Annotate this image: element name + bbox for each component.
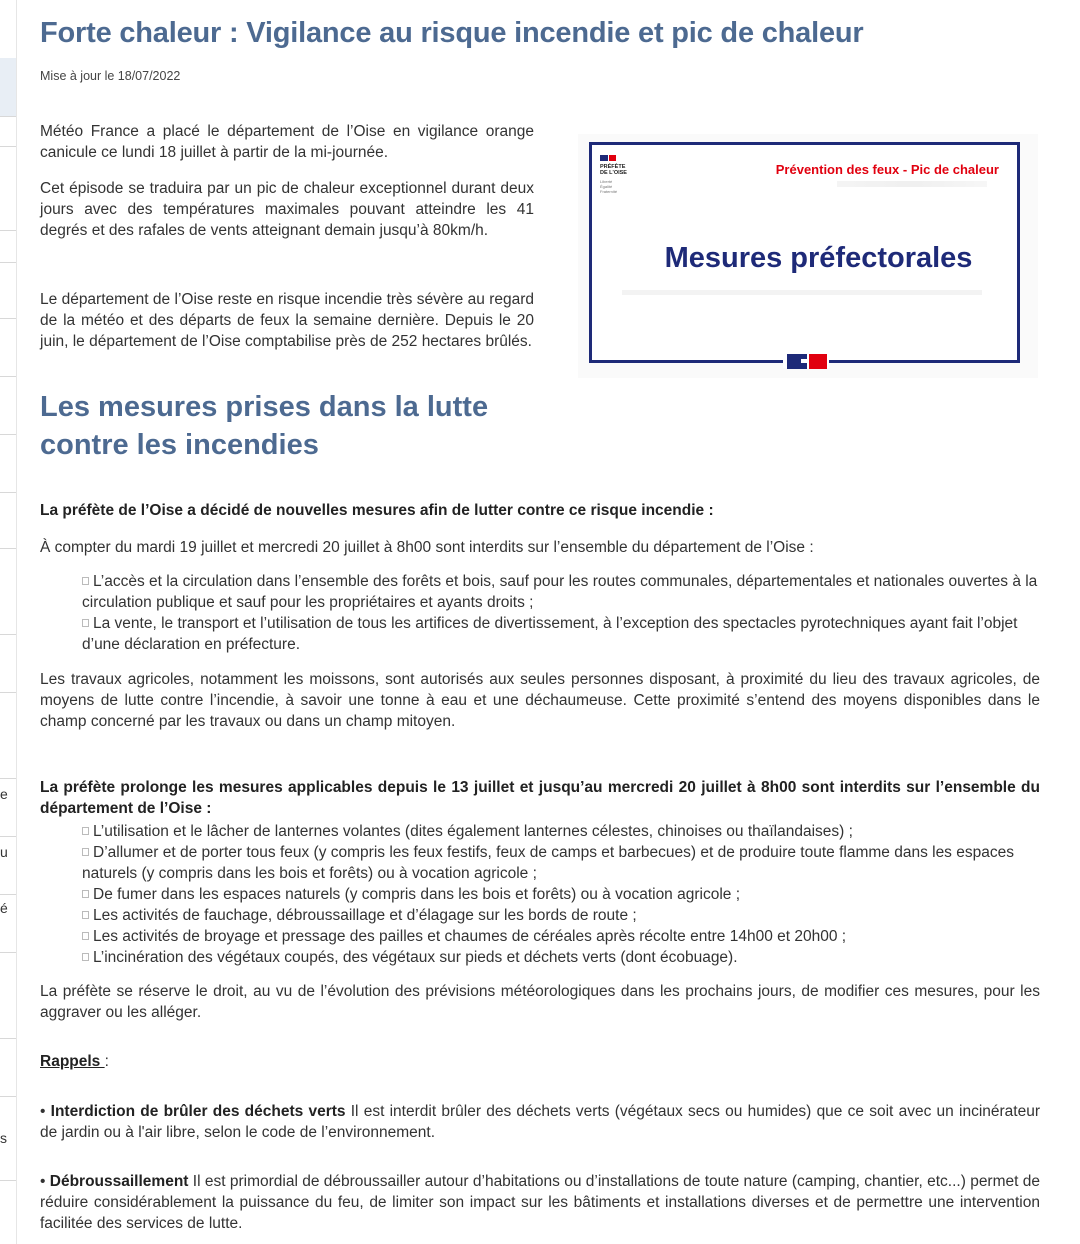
sidebar-divider — [0, 894, 16, 895]
rappel-title: Débroussaillement — [49, 1173, 189, 1190]
sidebar-item-letter[interactable]: u — [0, 844, 8, 860]
rappel-text: Il est interdit brûler des déchets verts (végétaux secs ou humides) que ce soit avec un incinérateur de jardin ou à l'air libre, selon le code de l’environnement. — [40, 1103, 1040, 1141]
ban-item — [82, 571, 1040, 613]
sidebar-divider — [0, 318, 16, 319]
intro-paragraph-1: Météo France a placé le département de l’Oise en vigilance orange canicule ce lundi 18 juillet à partir de la mi-journée. — [40, 123, 534, 161]
sidebar-divider — [0, 262, 16, 263]
sidebar-divider — [0, 634, 16, 635]
bullet-box-icon — [82, 932, 89, 940]
list-item — [82, 926, 1040, 947]
sidebar-divider — [0, 836, 16, 837]
sidebar-divider — [0, 1180, 16, 1181]
sidebar-divider — [0, 376, 16, 377]
update-date: Mise à jour le 18/07/2022 — [40, 69, 181, 83]
sidebar-divider — [0, 952, 16, 953]
list-item — [82, 821, 1040, 842]
bullet-box-icon — [82, 890, 89, 898]
banner-texture — [837, 181, 987, 187]
agriculture-paragraph: Les travaux agricoles, notamment les moissons, sont autorisés aux seules personnes disposant, à proximité du lieu des travaux agricoles, de moyens de lutte contre l’incendie, à savoir une tonne à eau et une déchaumeuse. Cette proximité s’entend des moyens disponibles dans le champ concerné par les travaux ou dans un champ mitoyen. — [40, 671, 1040, 730]
sidebar-divider — [0, 1096, 16, 1097]
bullet-box-icon — [82, 953, 89, 961]
sidebar-item-letter[interactable]: s — [0, 1130, 7, 1146]
sidebar-divider — [0, 548, 16, 549]
list-item-text: L’incinération des végétaux coupés, des végétaux sur pieds et déchets verts (dont écobuage). — [93, 949, 738, 966]
bullet-box-icon — [82, 911, 89, 919]
bullet-box-icon — [82, 619, 89, 627]
sidebar-item-letter[interactable]: e — [0, 786, 8, 802]
rappels-heading — [40, 1051, 1040, 1072]
ban-item-text: L’accès et la circulation dans l’ensemble des forêts et bois, sauf pour les routes communales, départementales et nationales ouvertes à la circulation publique et sauf pour les propriétaires et ayants droits ; — [82, 573, 1038, 611]
banner-image — [578, 134, 1038, 378]
prolong-statement: La préfète prolonge les mesures applicables depuis le 13 juillet et jusqu’au mercredi 20 juillet à 8h00 sont interdits sur l’ensemble du département de l’Oise : — [40, 779, 1040, 817]
french-flag-icon — [783, 352, 829, 368]
decision-statement: La préfète de l’Oise a décidé de nouvelles mesures afin de lutter contre ce risque incendie : — [40, 502, 714, 519]
prefecture-logo — [600, 155, 640, 205]
intro-paragraph-3: Le département de l’Oise reste en risque incendie très sévère au regard de la météo et des départs de feux la semaine dernière. Depuis le 20 juin, le département de l’Oise comptabilise près de 252 hectares brûlés. — [40, 291, 534, 350]
sidebar-item-letter[interactable]: é — [0, 900, 8, 916]
list-item-text: Les activités de fauchage, débroussaillage et d’élagage sur les bords de route ; — [93, 907, 637, 924]
rappels-link[interactable]: Rappels — [40, 1053, 105, 1070]
from-date-statement: À compter du mardi 19 juillet et mercredi 20 juillet à 8h00 sont interdits sur l’ensemble du département de l’Oise : — [40, 539, 814, 556]
list-item — [82, 884, 1040, 905]
list-item — [82, 842, 1040, 884]
sidebar-divider — [0, 492, 16, 493]
marianne-flag-icon — [600, 155, 616, 161]
section-heading: Les mesures prises dans la lutte contre les incendies — [40, 391, 489, 461]
sidebar-divider — [0, 692, 16, 693]
sidebar-divider — [0, 1038, 16, 1039]
banner-frame — [589, 142, 1020, 363]
ban-item — [82, 613, 1040, 655]
rappel-title: Interdiction de brûler des déchets verts — [50, 1103, 346, 1120]
logo-text: PRÉFÈTE DE L'OISE — [600, 164, 627, 176]
intro-paragraph-2: Cet épisode se traduira par un pic de chaleur exceptionnel durant deux jours avec des températures maximales pouvant atteindre les 41 degrés et des rafales de vents atteignant demain jusqu’à 80km/h. — [40, 180, 534, 239]
banner-title: Mesures préfectorales — [664, 242, 973, 274]
banner-texture — [622, 290, 982, 295]
list-item-text: D’allumer et de porter tous feux (y compris les feux festifs, feux de camps et barbecues) et de produire toute flamme dans les espaces naturels (y compris dans les bois et forêts) ou à vocation agricole ; — [82, 844, 1014, 882]
banner-subtitle: Prévention des feux - Pic de chaleur — [775, 162, 999, 177]
bullet-box-icon — [82, 827, 89, 835]
sidebar-active-item[interactable] — [0, 58, 16, 116]
sidebar-divider — [0, 116, 16, 117]
list-item — [82, 905, 1040, 926]
ban-item-text: La vente, le transport et l’utilisation de tous les artifices de divertissement, à l’exception des spectacles pyrotechniques ayant fait l’objet d’une déclaration en préfecture. — [82, 615, 1018, 653]
sidebar-divider — [0, 230, 16, 231]
bullet-box-icon — [82, 577, 89, 585]
rappel-item-1: • Interdiction de brûler des déchets verts Il est interdit brûler des déchets verts (végétaux secs ou humides) que ce soit avec un incinérateur de jardin ou à l'air libre, selon le code de l’environnement. — [40, 1103, 1040, 1141]
list-item-text: De fumer dans les espaces naturels (y compris dans les bois et forêts) ou à vocation agricole ; — [93, 886, 741, 903]
list-item — [82, 947, 1040, 968]
logo-motto: Liberté Égalité Fraternité — [600, 179, 618, 194]
rappels-colon: : — [104, 1053, 109, 1070]
rappel-item-2: • Débroussaillement Il est primordial de débroussailler autour d’habitations ou d’installations de toute nature (camping, chantier, etc...) permet de réduire considérablement la puissance du feu, de limiter son impact sur les bâtiments et installations diverses et de permettre une intervention facilitée des services de lutte. — [40, 1173, 1040, 1232]
sidebar-divider — [0, 146, 16, 147]
sidebar-divider — [0, 778, 16, 779]
list-item-text: Les activités de broyage et pressage des pailles et chaumes de céréales après récolte entre 14h00 et 20h00 ; — [93, 928, 847, 945]
left-sidebar — [0, 0, 17, 1244]
bullet-box-icon — [82, 848, 89, 856]
sidebar-divider — [0, 434, 16, 435]
rappel-text: Il est primordial de débroussailler autour d’habitations ou d’installations de toute nature (camping, chantier, etc...) permet de réduire considérablement la puissance du feu, de limiter son impact sur les bâtiments et installations diverses et de permettre une intervention facilitée des services de lutte. — [40, 1173, 1040, 1232]
list-item-text: L’utilisation et le lâcher de lanternes volantes (dites également lanternes célestes, chinoises ou thaïlandaises) ; — [93, 823, 853, 840]
page-title: Forte chaleur : Vigilance au risque incendie et pic de chaleur — [40, 17, 864, 49]
reserve-paragraph: La préfète se réserve le droit, au vu de l’évolution des prévisions météorologiques dans les prochains jours, de modifier ces mesures, pour les aggraver ou les alléger. — [40, 983, 1040, 1021]
